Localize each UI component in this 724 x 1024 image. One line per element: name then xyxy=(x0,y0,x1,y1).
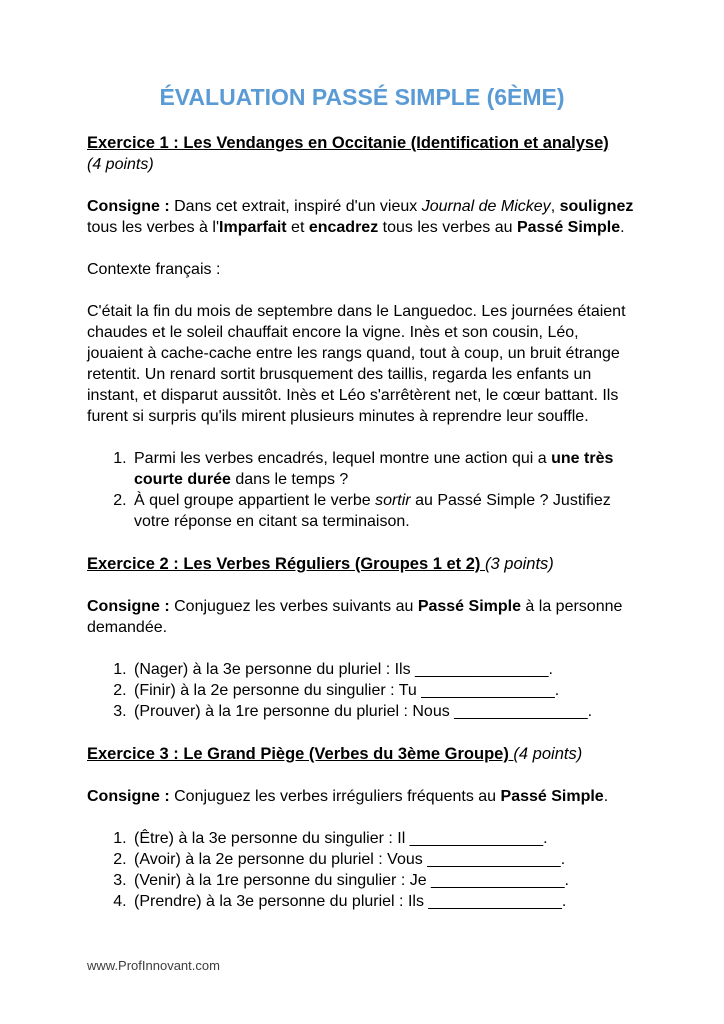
exercise-1-consigne: Consigne : Dans cet extrait, inspiré d'un vieux Journal de Mickey, soulignez tous les verbes à l'Imparfait et encadrez tous les verbes au Passé Simple. xyxy=(87,198,634,236)
page-title: ÉVALUATION PASSÉ SIMPLE (6ÈME) xyxy=(159,84,565,110)
exercise-3-consigne: Consigne : Conjuguez les verbes irréguliers fréquents au Passé Simple. xyxy=(87,788,609,805)
conjugation-item: 3. (Prouver) à la 1re personne du pluriel : Nous _______________. xyxy=(131,701,637,722)
exercise-2-item-list xyxy=(87,659,637,722)
conjugation-item: 2. (Finir) à la 2e personne du singulier : Tu _______________. xyxy=(131,680,637,701)
exercise-3-item-list xyxy=(87,828,637,912)
context-label: Contexte français : xyxy=(87,261,221,278)
exercise-1-heading: Exercice 1 : Les Vendanges en Occitanie (Identification et analyse) xyxy=(87,134,609,152)
question-item: 2. À quel groupe appartient le verbe sortir au Passé Simple ? Justifiez votre réponse en citant sa terminaison. xyxy=(131,490,637,532)
exercise-1-question-list xyxy=(87,448,637,532)
question-item: 1. Parmi les verbes encadrés, lequel montre une action qui a une très courte durée dans le temps ? xyxy=(131,448,637,490)
exercise-1-points: (4 points) xyxy=(87,156,154,173)
exercise-3-section xyxy=(87,743,637,912)
exercise-2-section xyxy=(87,553,637,722)
conjugation-item: 1. (Nager) à la 3e personne du pluriel : Ils _______________. xyxy=(131,659,637,680)
conjugation-item: 2. (Avoir) à la 2e personne du pluriel : Vous _______________. xyxy=(131,849,637,870)
exercise-2-heading: Exercice 2 : Les Verbes Réguliers (Groupes 1 et 2) (3 points) xyxy=(87,555,554,573)
exercise-3-heading: Exercice 3 : Le Grand Piège (Verbes du 3ème Groupe) (4 points) xyxy=(87,745,583,763)
conjugation-item: 4. (Prendre) à la 3e personne du pluriel : Ils _______________. xyxy=(131,891,637,912)
exercise-1-section xyxy=(87,132,637,532)
exercise-2-consigne: Consigne : Conjuguez les verbes suivants au Passé Simple à la personne demandée. xyxy=(87,598,623,636)
conjugation-item: 3. (Venir) à la 1re personne du singulier : Je _______________. xyxy=(131,870,637,891)
conjugation-item: 1. (Être) à la 3e personne du singulier : Il _______________. xyxy=(131,828,637,849)
context-paragraph: C'était la fin du mois de septembre dans le Languedoc. Les journées étaient chaudes et le soleil chauffait encore la vigne. Inès et son cousin, Léo, jouaient à cache-cache entre les rangs quand, tout à coup, un bruit étrange retentit. Un renard sortit brusquement des taillis, regarda les enfants un instant, et disparut aussitôt. Inès et Léo s'arrêtèrent net, le cœur battant. Ils furent si surpris qu'ils mirent plusieurs minutes à reprendre leur souffle. xyxy=(87,303,626,425)
footer-url: www.ProfInnovant.com xyxy=(87,958,220,973)
